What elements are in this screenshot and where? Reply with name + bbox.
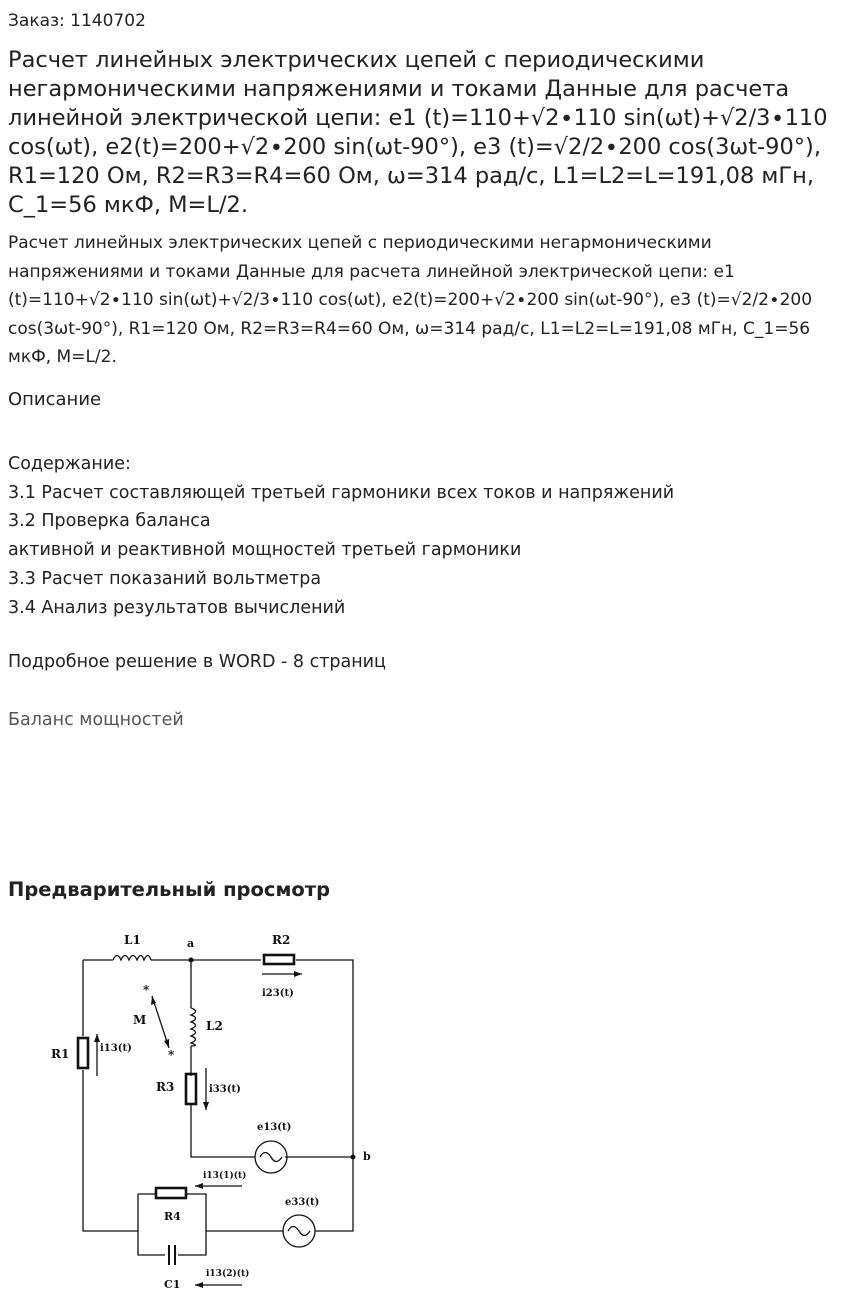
contents-item: 3.2 Проверка баланса [8, 511, 211, 532]
node-b [351, 1155, 356, 1160]
contents-item: активной и реактивной мощностей третьей гармоники [8, 540, 522, 561]
word-note: Подробное решение в WORD - 8 страниц [8, 652, 386, 672]
label-a: a [187, 937, 195, 950]
mark-dot-l1: * [143, 983, 150, 997]
description-heading: Описание [8, 389, 102, 410]
wire-top [83, 960, 353, 1231]
label-i33: i33(t) [209, 1084, 241, 1095]
contents-item: 3.4 Анализ результатов вычислений [8, 597, 346, 618]
label-m: M [133, 1013, 147, 1027]
mark-dot-l2: * [168, 1048, 175, 1062]
label-b: b [363, 1150, 371, 1163]
label-e13: e13(t) [257, 1122, 292, 1133]
resistor-r3 [186, 1074, 196, 1104]
label-i132: i13(2)(t) [206, 1269, 250, 1279]
inductor-l1 [113, 956, 151, 961]
label-r3: R3 [156, 1080, 175, 1094]
circuit-diagram [40, 928, 380, 1293]
capacitor-c1 [169, 1245, 175, 1265]
contents-item: 3.3 Расчет показаний вольтметра [8, 568, 322, 589]
lead-paragraph: Расчет линейных электрических цепей с периодическими негармоническими напряжениями и токами Данные для расчета линейной электрической цепи: e1 (t)=110+√2∙110 sin(ωt)+√2/3∙110 cos(ωt), e2(t)=200+√2∙200 sin(ωt-90°), e3 (t)=√2/2∙200 cos(3ωt-90°), R1=120 Ом, R2=R3=R4=60 Ом, ω=314 рад/с, L1=L2=L=191,08 мГн, C_1=56 мкФ, M=L/2. [8, 233, 813, 368]
label-e33: e33(t) [285, 1197, 320, 1208]
label-r2: R2 [272, 933, 291, 947]
resistor-r2 [264, 955, 294, 964]
wire-r4c1 [138, 1194, 283, 1255]
page-title: Расчет линейных электрических цепей с периодическими негармоническими напряжениями и токами Данные для расчета линейной электрической цепи: e1 (t)=110+√2∙110 sin(ωt)+√2/3∙110 cos(ωt), e2(t)=200+√2∙200 sin(ωt-90°), e3 (t)=√2/2∙200 cos(3ωt-90°), R1=120 Ом, R2=R3=R4=60 Ом, ω=314 рад/с, L1=L2=L=191,08 мГн, C_1=56 мкФ, M=L/2. [8, 47, 828, 218]
resistor-r4 [156, 1188, 186, 1198]
node-a [189, 958, 194, 963]
contents-title: Содержание: [8, 454, 131, 474]
label-c1: C1 [164, 1278, 181, 1291]
contents-block [8, 450, 840, 622]
resistor-r1 [78, 1038, 88, 1068]
label-l2: L2 [206, 1019, 223, 1033]
contents-item: 3.1 Расчет составляющей третьей гармоники всех токов и напряжений [8, 482, 675, 503]
tag-link[interactable]: Баланс мощностей [8, 710, 184, 730]
label-r1: R1 [51, 1047, 70, 1061]
label-i131: i13(1)(t) [203, 1171, 247, 1181]
label-l1: L1 [124, 933, 141, 947]
label-i23: i23(t) [262, 988, 294, 999]
label-i13: i13(t) [100, 1043, 132, 1054]
order-number: Заказ: 1140702 [8, 11, 146, 31]
inductor-l2 [191, 1008, 196, 1046]
wire-left [83, 960, 138, 1231]
preview-heading: Предварительный просмотр [8, 878, 331, 901]
label-r4: R4 [164, 1210, 181, 1223]
